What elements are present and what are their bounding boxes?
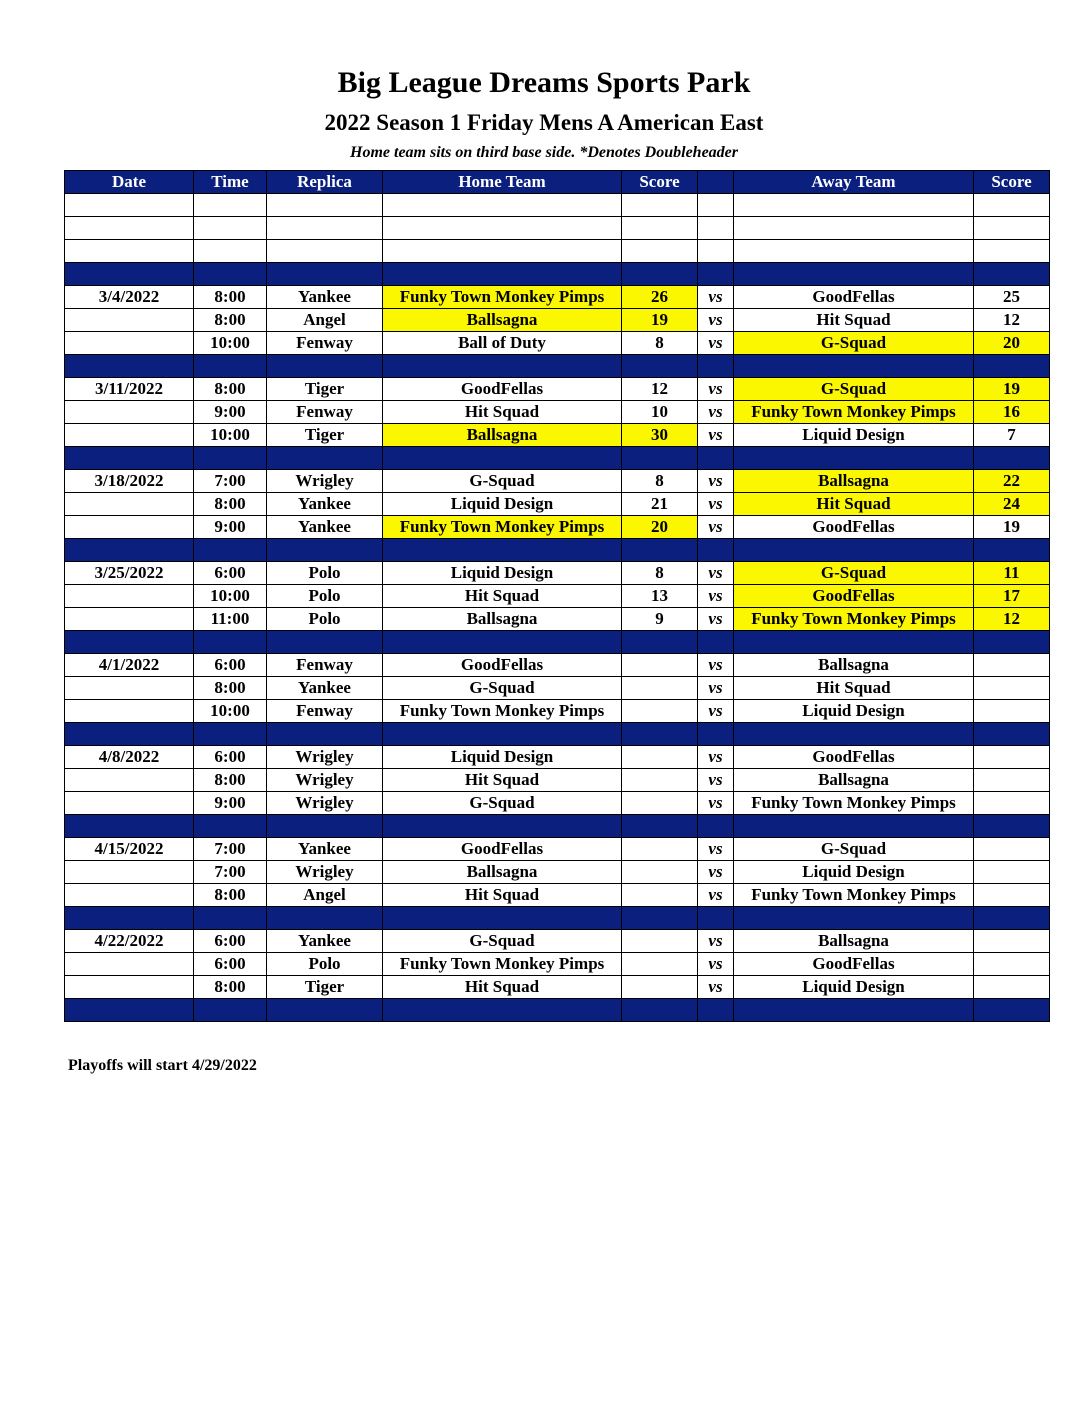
game-date — [65, 493, 194, 516]
home-score: 26 — [622, 286, 698, 309]
game-time: 8:00 — [194, 677, 267, 700]
separator-row — [65, 263, 1050, 286]
away-score: 16 — [974, 401, 1050, 424]
game-date — [65, 677, 194, 700]
away-score — [974, 677, 1050, 700]
game-replica: Angel — [267, 884, 383, 907]
game-time: 6:00 — [194, 746, 267, 769]
game-time: 7:00 — [194, 470, 267, 493]
away-team: GoodFellas — [734, 585, 974, 608]
vs-label: vs — [698, 516, 734, 539]
game-date — [65, 861, 194, 884]
home-score — [622, 654, 698, 677]
game-date: 3/4/2022 — [65, 286, 194, 309]
game-date — [65, 769, 194, 792]
away-team: Funky Town Monkey Pimps — [734, 792, 974, 815]
separator-row — [65, 723, 1050, 746]
game-row — [65, 562, 1050, 585]
game-replica: Polo — [267, 562, 383, 585]
away-score: 25 — [974, 286, 1050, 309]
home-score: 9 — [622, 608, 698, 631]
away-score — [974, 654, 1050, 677]
game-replica: Wrigley — [267, 769, 383, 792]
game-time: 6:00 — [194, 930, 267, 953]
game-replica: Yankee — [267, 838, 383, 861]
schedule-body — [65, 194, 1050, 1022]
away-team: Funky Town Monkey Pimps — [734, 401, 974, 424]
vs-label: vs — [698, 401, 734, 424]
game-time: 10:00 — [194, 700, 267, 723]
home-team: GoodFellas — [383, 654, 622, 677]
col-header-home-team: Home Team — [383, 171, 622, 194]
away-team: Funky Town Monkey Pimps — [734, 608, 974, 631]
game-row — [65, 700, 1050, 723]
away-team: GoodFellas — [734, 746, 974, 769]
home-team: Funky Town Monkey Pimps — [383, 953, 622, 976]
game-time: 10:00 — [194, 424, 267, 447]
separator-row — [65, 631, 1050, 654]
away-score — [974, 953, 1050, 976]
away-team: G-Squad — [734, 378, 974, 401]
away-team: Liquid Design — [734, 700, 974, 723]
game-row — [65, 585, 1050, 608]
away-team: GoodFellas — [734, 953, 974, 976]
game-row — [65, 470, 1050, 493]
home-score — [622, 861, 698, 884]
home-score: 20 — [622, 516, 698, 539]
game-row — [65, 930, 1050, 953]
home-score: 13 — [622, 585, 698, 608]
home-score — [622, 792, 698, 815]
away-team: G-Squad — [734, 332, 974, 355]
col-header-time: Time — [194, 171, 267, 194]
game-time: 7:00 — [194, 861, 267, 884]
vs-label: vs — [698, 309, 734, 332]
away-team: Ballsagna — [734, 769, 974, 792]
away-score: 7 — [974, 424, 1050, 447]
away-team: Liquid Design — [734, 976, 974, 999]
game-replica: Wrigley — [267, 792, 383, 815]
game-row — [65, 884, 1050, 907]
vs-label: vs — [698, 976, 734, 999]
vs-label: vs — [698, 838, 734, 861]
home-team: G-Squad — [383, 470, 622, 493]
game-time: 9:00 — [194, 792, 267, 815]
home-score: 12 — [622, 378, 698, 401]
separator-row — [65, 999, 1050, 1022]
home-team: Liquid Design — [383, 746, 622, 769]
game-row — [65, 976, 1050, 999]
home-score: 30 — [622, 424, 698, 447]
away-team: Ballsagna — [734, 930, 974, 953]
vs-label: vs — [698, 608, 734, 631]
separator-row — [65, 907, 1050, 930]
home-score — [622, 838, 698, 861]
vs-label: vs — [698, 378, 734, 401]
vs-label: vs — [698, 769, 734, 792]
game-row — [65, 953, 1050, 976]
game-time: 9:00 — [194, 401, 267, 424]
vs-label: vs — [698, 470, 734, 493]
home-score — [622, 700, 698, 723]
game-row — [65, 838, 1050, 861]
vs-label: vs — [698, 861, 734, 884]
game-time: 9:00 — [194, 516, 267, 539]
home-team: Hit Squad — [383, 585, 622, 608]
game-date: 4/15/2022 — [65, 838, 194, 861]
home-score — [622, 677, 698, 700]
schedule-table — [64, 170, 1050, 1022]
game-date — [65, 332, 194, 355]
game-date — [65, 884, 194, 907]
game-time: 6:00 — [194, 562, 267, 585]
game-time: 10:00 — [194, 585, 267, 608]
game-date: 3/11/2022 — [65, 378, 194, 401]
away-score — [974, 976, 1050, 999]
away-score — [974, 792, 1050, 815]
page-note: Home team sits on third base side. *Denotes Doubleheader — [350, 144, 738, 161]
game-replica: Fenway — [267, 332, 383, 355]
game-row — [65, 861, 1050, 884]
vs-label: vs — [698, 884, 734, 907]
vs-label: vs — [698, 953, 734, 976]
away-score — [974, 700, 1050, 723]
blank-row — [65, 217, 1050, 240]
game-replica: Yankee — [267, 677, 383, 700]
away-team: Hit Squad — [734, 309, 974, 332]
game-date — [65, 700, 194, 723]
game-time: 6:00 — [194, 654, 267, 677]
vs-label: vs — [698, 654, 734, 677]
away-score — [974, 746, 1050, 769]
away-team: Liquid Design — [734, 424, 974, 447]
game-date — [65, 401, 194, 424]
away-team: Liquid Design — [734, 861, 974, 884]
away-score: 19 — [974, 378, 1050, 401]
game-row — [65, 654, 1050, 677]
home-score — [622, 976, 698, 999]
game-replica: Tiger — [267, 424, 383, 447]
game-time: 7:00 — [194, 838, 267, 861]
game-replica: Polo — [267, 953, 383, 976]
home-team: Hit Squad — [383, 401, 622, 424]
home-score — [622, 884, 698, 907]
vs-label: vs — [698, 677, 734, 700]
away-score: 12 — [974, 608, 1050, 631]
game-date — [65, 585, 194, 608]
separator-row — [65, 447, 1050, 470]
home-team: Funky Town Monkey Pimps — [383, 286, 622, 309]
game-row — [65, 792, 1050, 815]
game-replica: Wrigley — [267, 861, 383, 884]
game-time: 8:00 — [194, 884, 267, 907]
home-team: Liquid Design — [383, 562, 622, 585]
vs-label: vs — [698, 424, 734, 447]
game-date — [65, 516, 194, 539]
away-score — [974, 930, 1050, 953]
away-team: GoodFellas — [734, 286, 974, 309]
separator-row — [65, 815, 1050, 838]
playoffs-note: Playoffs will start 4/29/2022 — [68, 1057, 257, 1074]
page-subtitle: 2022 Season 1 Friday Mens A American East — [324, 110, 764, 135]
game-time: 8:00 — [194, 976, 267, 999]
home-score: 19 — [622, 309, 698, 332]
game-row — [65, 424, 1050, 447]
game-row — [65, 769, 1050, 792]
game-replica: Polo — [267, 608, 383, 631]
game-row — [65, 516, 1050, 539]
separator-row — [65, 539, 1050, 562]
away-team: G-Squad — [734, 562, 974, 585]
game-time: 6:00 — [194, 953, 267, 976]
game-row — [65, 286, 1050, 309]
game-replica: Yankee — [267, 516, 383, 539]
header-row — [65, 171, 1050, 194]
home-team: Ballsagna — [383, 861, 622, 884]
game-date — [65, 792, 194, 815]
home-score — [622, 769, 698, 792]
home-score: 8 — [622, 470, 698, 493]
vs-label: vs — [698, 562, 734, 585]
home-team: G-Squad — [383, 677, 622, 700]
away-score — [974, 861, 1050, 884]
game-time: 8:00 — [194, 493, 267, 516]
vs-label: vs — [698, 930, 734, 953]
home-team: Ballsagna — [383, 309, 622, 332]
game-time: 10:00 — [194, 332, 267, 355]
page-title: Big League Dreams Sports Park — [337, 66, 751, 99]
game-date — [65, 953, 194, 976]
game-date: 4/22/2022 — [65, 930, 194, 953]
game-date: 3/25/2022 — [65, 562, 194, 585]
away-score — [974, 838, 1050, 861]
game-date — [65, 976, 194, 999]
game-row — [65, 401, 1050, 424]
home-team: GoodFellas — [383, 378, 622, 401]
away-score: 17 — [974, 585, 1050, 608]
game-row — [65, 493, 1050, 516]
game-row — [65, 378, 1050, 401]
home-score — [622, 930, 698, 953]
home-score: 8 — [622, 562, 698, 585]
game-date — [65, 309, 194, 332]
home-team: GoodFellas — [383, 838, 622, 861]
vs-label: vs — [698, 792, 734, 815]
separator-row — [65, 355, 1050, 378]
game-date: 4/1/2022 — [65, 654, 194, 677]
away-score: 24 — [974, 493, 1050, 516]
game-date: 4/8/2022 — [65, 746, 194, 769]
away-team: Ballsagna — [734, 470, 974, 493]
home-team: Ballsagna — [383, 424, 622, 447]
game-replica: Angel — [267, 309, 383, 332]
vs-label: vs — [698, 746, 734, 769]
home-score: 8 — [622, 332, 698, 355]
game-replica: Wrigley — [267, 470, 383, 493]
away-score: 20 — [974, 332, 1050, 355]
away-score: 22 — [974, 470, 1050, 493]
game-replica: Yankee — [267, 930, 383, 953]
vs-label: vs — [698, 493, 734, 516]
game-time: 11:00 — [194, 608, 267, 631]
home-team: Hit Squad — [383, 769, 622, 792]
home-score: 21 — [622, 493, 698, 516]
game-time: 8:00 — [194, 769, 267, 792]
game-time: 8:00 — [194, 286, 267, 309]
home-team: Funky Town Monkey Pimps — [383, 700, 622, 723]
away-team: G-Squad — [734, 838, 974, 861]
vs-label: vs — [698, 332, 734, 355]
col-header-date: Date — [65, 171, 194, 194]
game-replica: Tiger — [267, 378, 383, 401]
away-score — [974, 769, 1050, 792]
game-row — [65, 332, 1050, 355]
home-team: Hit Squad — [383, 884, 622, 907]
game-row — [65, 746, 1050, 769]
game-time: 8:00 — [194, 378, 267, 401]
game-row — [65, 309, 1050, 332]
col-header-away-score: Score — [974, 171, 1050, 194]
game-row — [65, 608, 1050, 631]
home-score — [622, 746, 698, 769]
game-replica: Wrigley — [267, 746, 383, 769]
game-replica: Yankee — [267, 493, 383, 516]
away-team: Hit Squad — [734, 493, 974, 516]
home-team: G-Squad — [383, 930, 622, 953]
game-date: 3/18/2022 — [65, 470, 194, 493]
home-team: Liquid Design — [383, 493, 622, 516]
vs-label: vs — [698, 286, 734, 309]
home-team: Hit Squad — [383, 976, 622, 999]
away-score: 12 — [974, 309, 1050, 332]
col-header-away-team: Away Team — [734, 171, 974, 194]
home-team: Ballsagna — [383, 608, 622, 631]
game-replica: Fenway — [267, 401, 383, 424]
col-header-replica: Replica — [267, 171, 383, 194]
vs-label: vs — [698, 585, 734, 608]
game-time: 8:00 — [194, 309, 267, 332]
game-date — [65, 424, 194, 447]
home-team: Ball of Duty — [383, 332, 622, 355]
away-score: 11 — [974, 562, 1050, 585]
away-score: 19 — [974, 516, 1050, 539]
col-header-home-score: Score — [622, 171, 698, 194]
home-team: Funky Town Monkey Pimps — [383, 516, 622, 539]
game-date — [65, 608, 194, 631]
vs-label: vs — [698, 700, 734, 723]
col-header-vs — [698, 171, 734, 194]
home-score: 10 — [622, 401, 698, 424]
game-row — [65, 677, 1050, 700]
away-team: Funky Town Monkey Pimps — [734, 884, 974, 907]
game-replica: Polo — [267, 585, 383, 608]
blank-row — [65, 194, 1050, 217]
home-score — [622, 953, 698, 976]
away-team: GoodFellas — [734, 516, 974, 539]
game-replica: Tiger — [267, 976, 383, 999]
away-team: Hit Squad — [734, 677, 974, 700]
away-score — [974, 884, 1050, 907]
blank-row — [65, 240, 1050, 263]
game-replica: Fenway — [267, 654, 383, 677]
away-team: Ballsagna — [734, 654, 974, 677]
home-team: G-Squad — [383, 792, 622, 815]
game-replica: Fenway — [267, 700, 383, 723]
game-replica: Yankee — [267, 286, 383, 309]
